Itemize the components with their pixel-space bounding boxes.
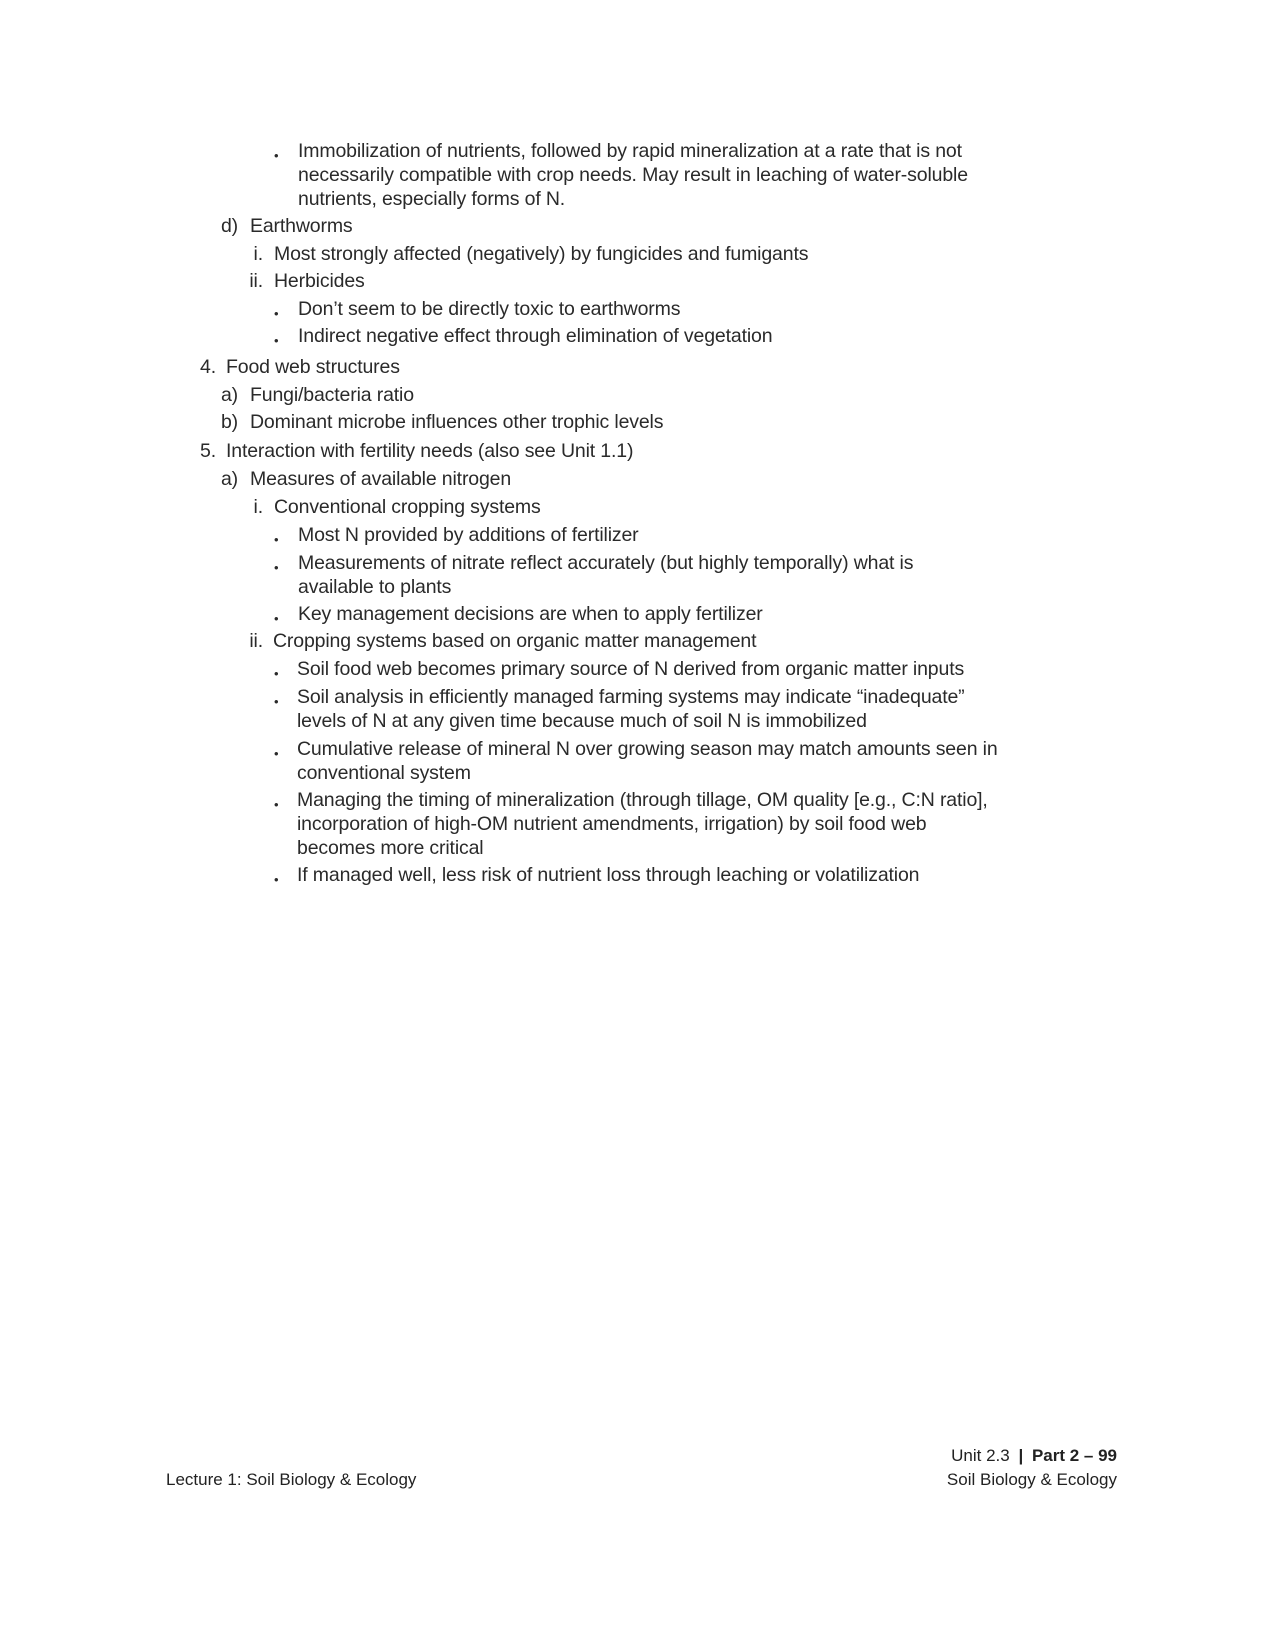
bullet-text: available to plants [298, 576, 452, 598]
list-item: Most strongly affected (negatively) by fungicides and fumigants [274, 243, 809, 265]
bullet-marker: • [274, 333, 279, 348]
list-item: Measures of available nitrogen [250, 468, 512, 490]
bullet-marker: • [274, 746, 279, 761]
bullet-marker: • [274, 872, 279, 887]
bullet-marker: • [274, 666, 279, 681]
bullet-text: Most N provided by additions of fertilizer [298, 524, 639, 546]
footer-page-number: Part 2 – 99 [1031, 1446, 1117, 1465]
bullet-text: Managing the timing of mineralization (through tillage, OM quality [e.g., C:N ratio], [297, 789, 988, 811]
footer-unit: Unit 2.3 [951, 1446, 1010, 1465]
bullet-text: Soil food web becomes primary source of N derived from organic matter inputs [297, 658, 965, 680]
bullet-text: nutrients, especially forms of N. [298, 188, 566, 210]
list-item: Earthworms [250, 215, 353, 237]
bullet-marker: • [274, 306, 279, 321]
list-item: Interaction with fertility needs (also see Unit 1.1) [226, 440, 634, 462]
list-marker: d) [220, 215, 238, 237]
footer-left: Lecture 1: Soil Biology & Ecology [166, 1470, 417, 1489]
bullet-text: becomes more critical [297, 837, 484, 859]
list-item: Fungi/bacteria ratio [250, 384, 414, 406]
footer-separator: | [1018, 1446, 1024, 1465]
bullet-text: Immobilization of nutrients, followed by rapid mineralization at a rate that is not [298, 140, 962, 162]
bullet-text: necessarily compatible with crop needs. May result in leaching of water-soluble [298, 164, 968, 186]
list-item: Food web structures [226, 356, 400, 378]
list-item: Conventional cropping systems [274, 496, 541, 518]
bullet-marker: • [274, 797, 279, 812]
bullet-marker: • [274, 694, 279, 709]
bullet-text: levels of N at any given time because much of soil N is immobilized [297, 710, 867, 732]
bullet-marker: • [274, 560, 279, 575]
footer-unit-part [951, 1444, 1117, 1468]
list-item: Dominant microbe influences other trophic levels [250, 411, 664, 433]
list-marker: a) [220, 468, 238, 490]
bullet-marker: • [274, 532, 279, 547]
bullet-marker: • [274, 611, 279, 626]
list-marker: a) [220, 384, 238, 406]
list-marker: ii. [249, 630, 263, 652]
bullet-text: Cumulative release of mineral N over growing season may match amounts seen in [297, 738, 998, 760]
bullet-text: Measurements of nitrate reflect accurately (but highly temporally) what is [298, 552, 914, 574]
bullet-text: Don’t seem to be directly toxic to earthworms [298, 298, 681, 320]
list-marker: b) [220, 411, 238, 433]
bullet-text: If managed well, less risk of nutrient loss through leaching or volatilization [297, 864, 920, 886]
list-marker: ii. [249, 270, 263, 292]
bullet-marker: • [274, 148, 279, 163]
list-marker: i. [253, 243, 263, 265]
bullet-text: incorporation of high-OM nutrient amendments, irrigation) by soil food web [297, 813, 927, 835]
bullet-text: Soil analysis in efficiently managed farming systems may indicate “inadequate” [297, 686, 965, 708]
list-marker: i. [253, 496, 263, 518]
list-item: Cropping systems based on organic matter management [273, 630, 757, 652]
bullet-text: Indirect negative effect through elimination of vegetation [298, 325, 773, 347]
list-marker: 4. [200, 356, 216, 378]
footer-subtitle: Soil Biology & Ecology [946, 1470, 1117, 1489]
list-marker: 5. [200, 440, 216, 462]
list-item: Herbicides [274, 270, 365, 292]
bullet-text: conventional system [297, 762, 471, 784]
bullet-text: Key management decisions are when to apply fertilizer [298, 603, 763, 625]
